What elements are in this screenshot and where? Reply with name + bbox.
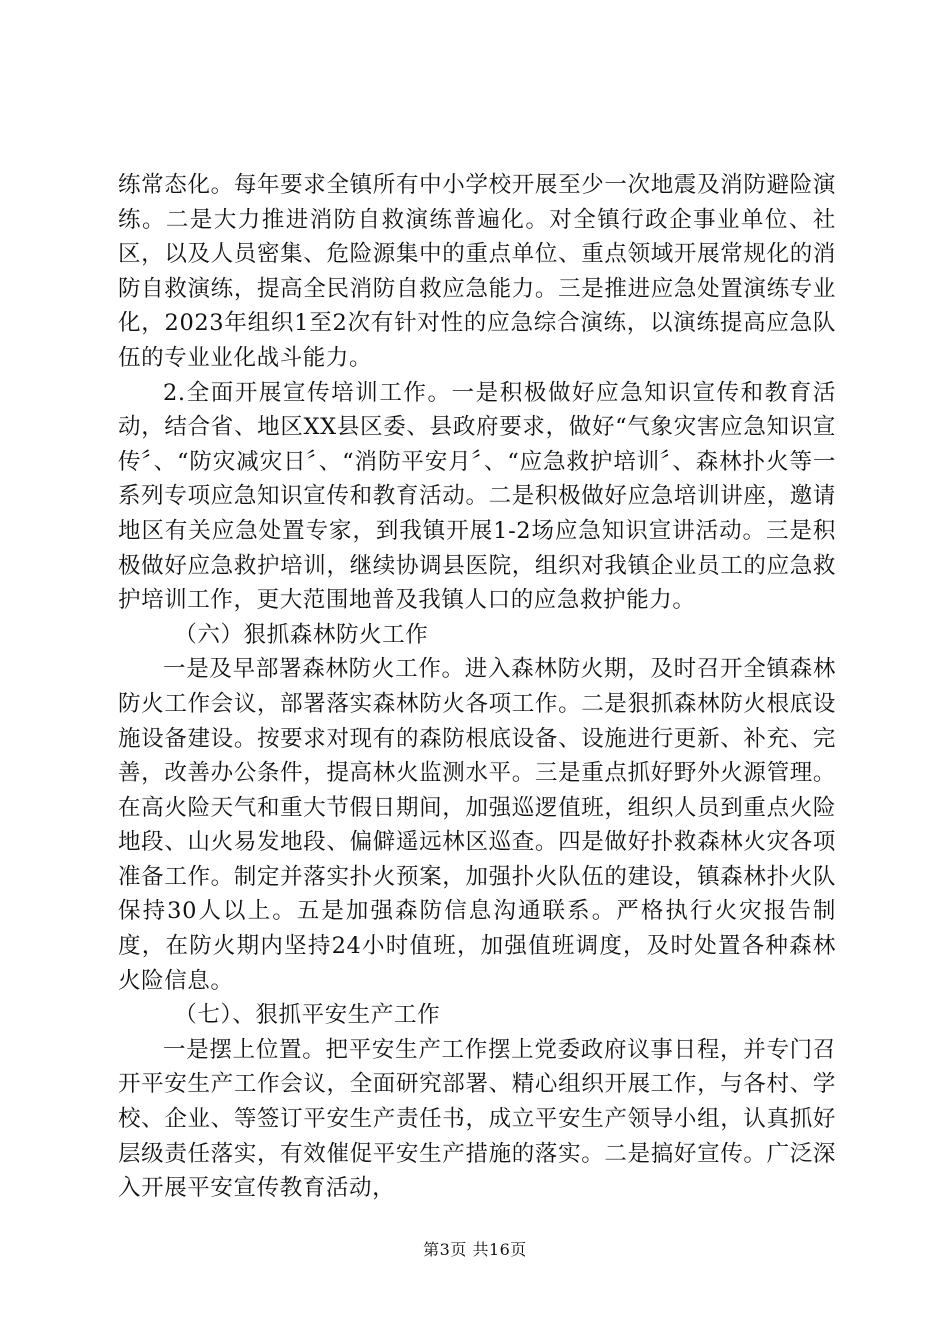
paragraph-safe-production: 一是摆上位置。把平安生产工作摆上党委政府议事日程，并专门召开平安生产工作会议，全面研究部署、精心组织开展工作，与各村、学校、企业、等签订平安生产责任书，成立平安生产领导小组，认真抓好层级责任落实，有效催促平安生产措施的落实。二是搞好宣传。广泛深入开展平安宣传教育活动， [118, 1036, 836, 1202]
paragraph-publicity-training: 2.全面开展宣传培训工作。一是积极做好应急知识宣传和教育活动，结合省、地区XX县区委、县政府要求，做好“气象灾害应急知识宣传〞、“防灾减灾日〞、“消防平安月〞、“应急救护培训〞、森林扑火等一系列专项应急知识宣传和教育活动。二是积极做好应急培训讲座，邀请地区有关应急处置专家，到我镇开展1-2场应急知识宣讲活动。三是积极做好应急救护培训，继续协调县医院，组织对我镇企业员工的应急救护培训工作，更大范围地普及我镇人口的应急救护能力。 [118, 379, 836, 614]
paragraph-drill-continuation: 练常态化。每年要求全镇所有中小学校开展至少一次地震及消防避险演练。二是大力推进消防自救演练普遍化。对全镇行政企事业单位、社区，以及人员密集、危险源集中的重点单位、重点领域开展常规化的消防自救演练，提高全民消防自救应急能力。三是推进应急处置演练专业化，2023年组织1至2次有针对性的应急综合演练，以演练提高应急队伍的专业业化战斗能力。 [118, 172, 836, 371]
section-heading-safe-production: （七）、狠抓平安生产工作 [174, 1002, 441, 1029]
section-heading-forest-fire: （六）狠抓森林防火工作 [174, 621, 429, 648]
paragraph-forest-fire: 一是及早部署森林防火工作。进入森林防火期，及时召开全镇森林防火工作会议，部署落实森林防火各项工作。二是狠抓森林防火根底设施设备建设。按要求对现有的森防根底设备、设施进行更新、补充、完善，改善办公条件，提高林火监测水平。三是重点抓好野外火源管理。在高火险天气和重大节假日期间，加强巡逻值班，组织人员到重点火险地段、山火易发地段、偏僻遥远林区巡查。四是做好扑救森林火灾各项准备工作。制定并落实扑火预案，加强扑火队伍的建设，镇森林扑火队保持30人以上。五是加强森防信息沟通联系。严格执行火灾报告制度，在防火期内坚持24小时值班，加强值班调度，及时处置各种森林火险信息。 [118, 656, 836, 994]
page-number-footer: 第3页 共16页 [423, 1240, 527, 1259]
document-body [118, 168, 836, 1206]
